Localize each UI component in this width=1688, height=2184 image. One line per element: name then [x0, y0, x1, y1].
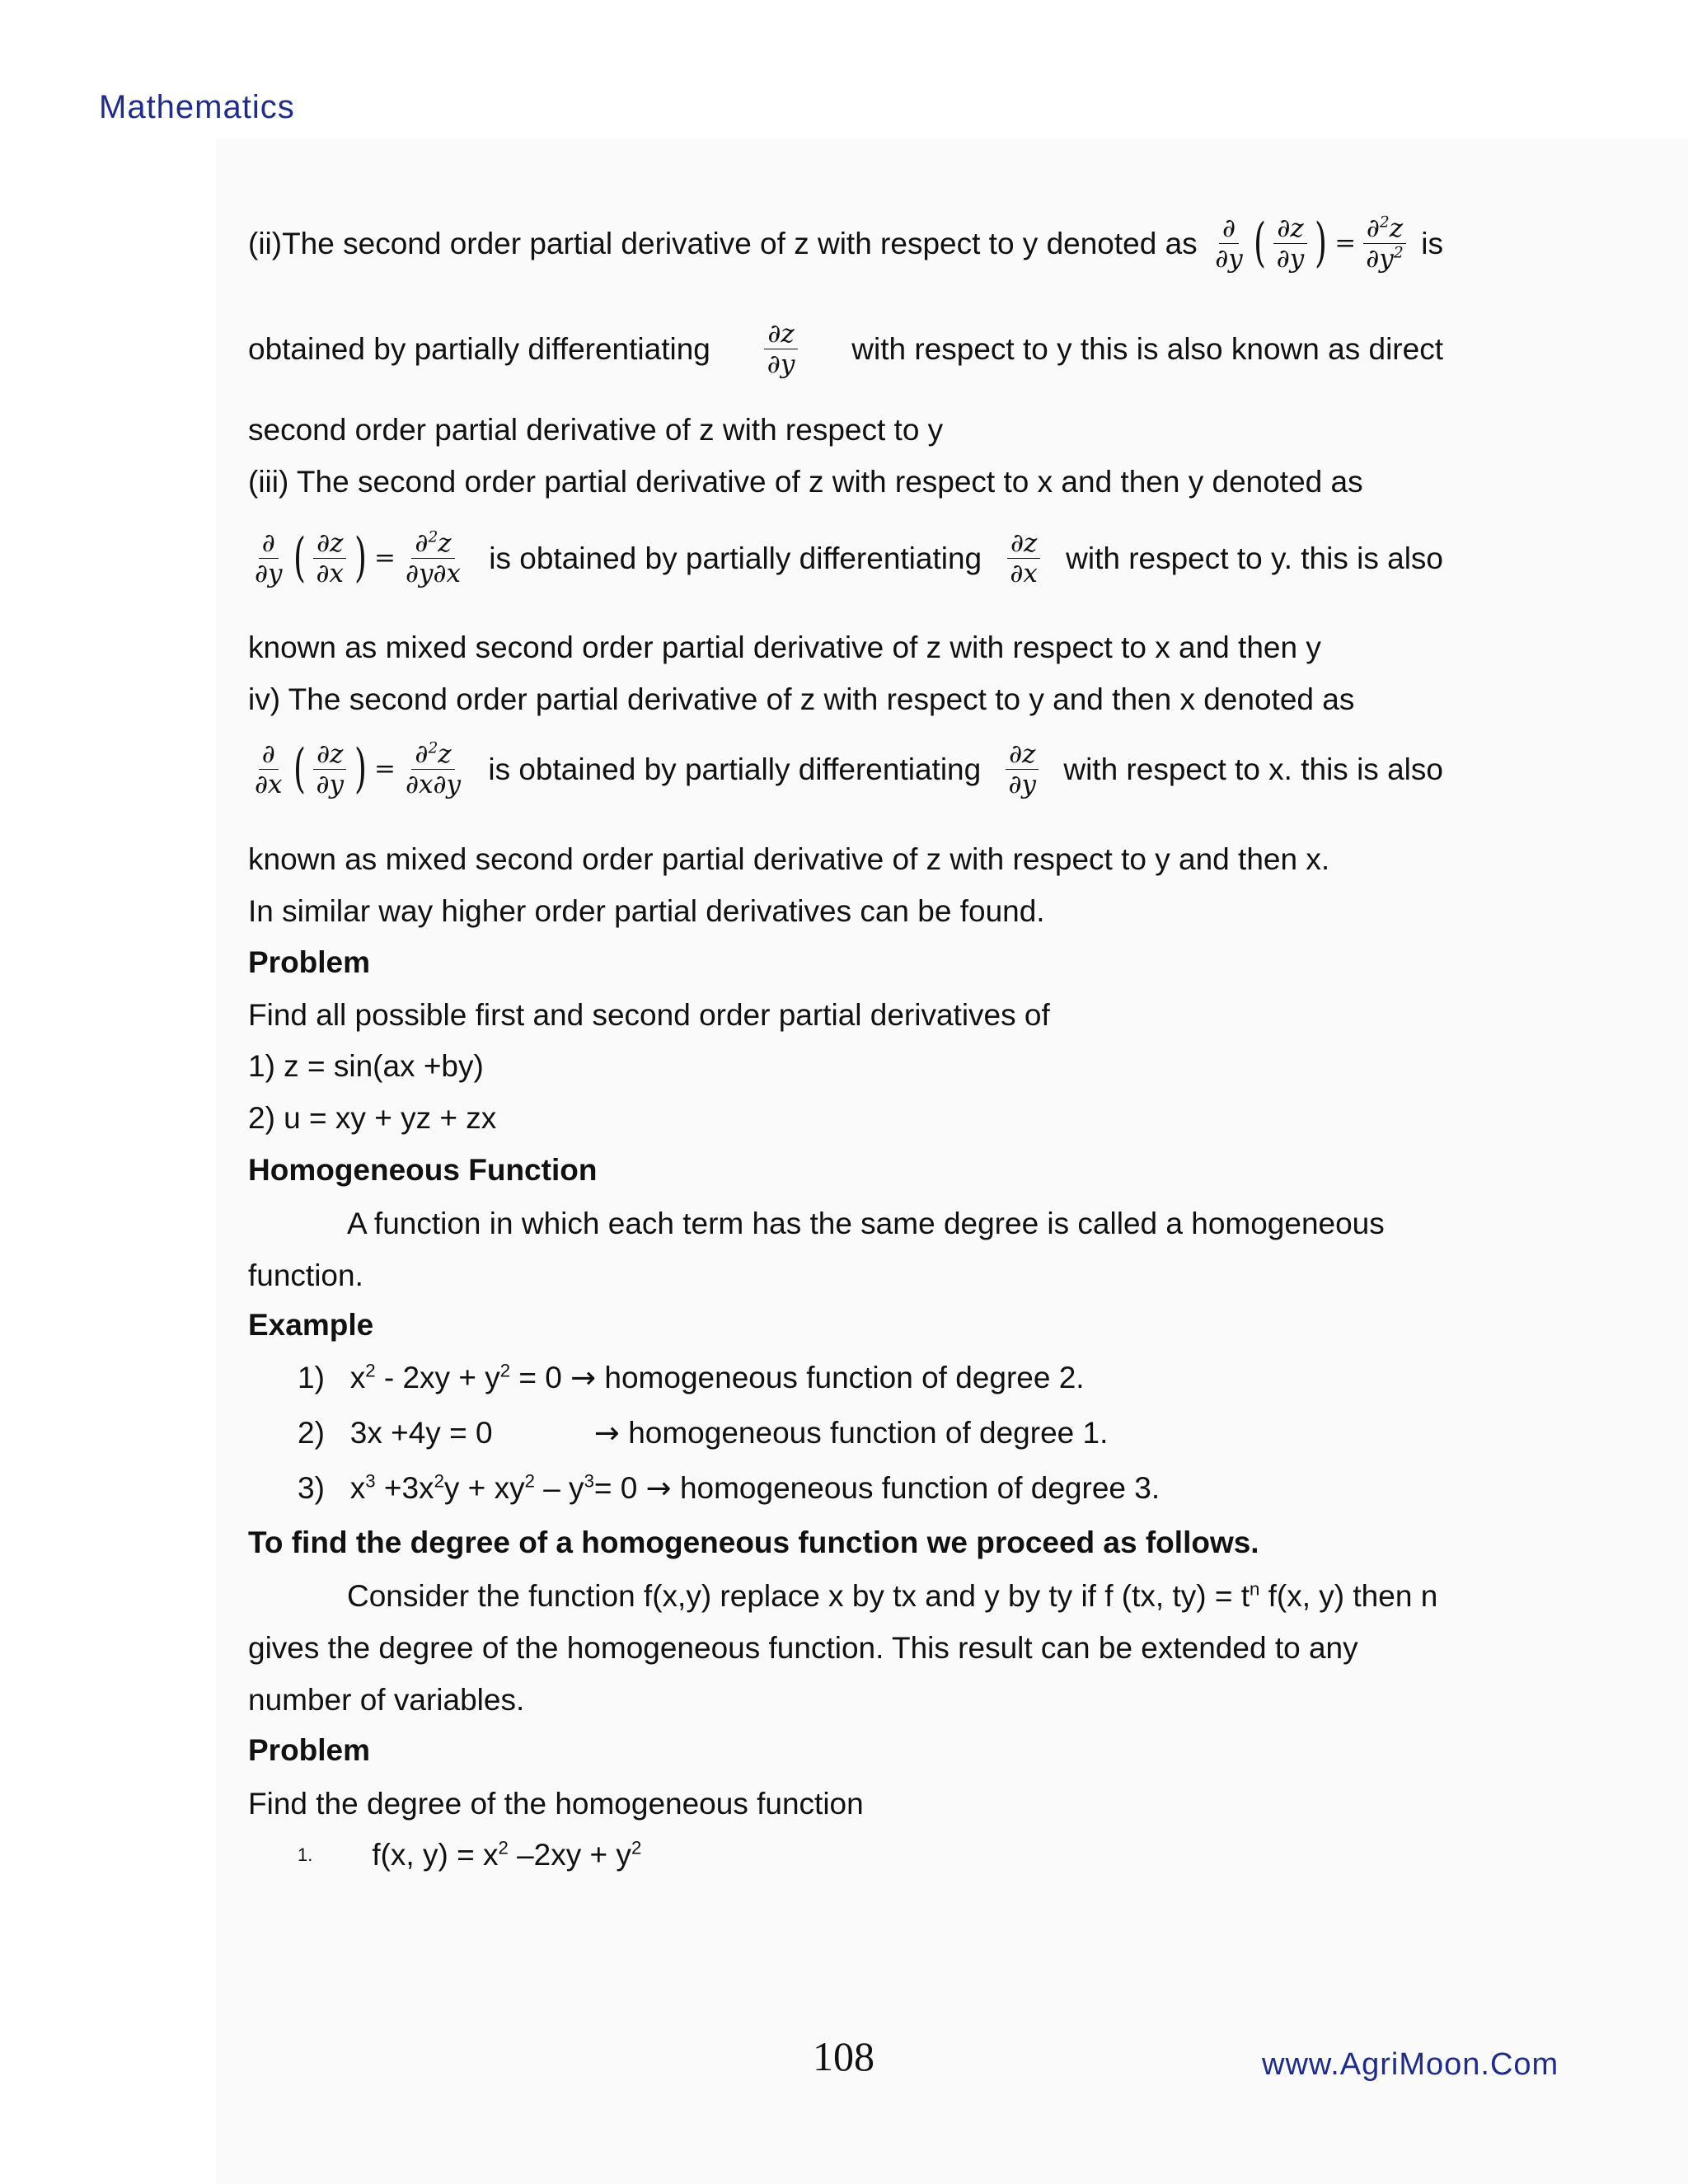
formula-d2z-dy2: $\frac{\partial}{\partial y}$ ( $\frac{\partial z}{\partial y}$ ) = $\frac{\partial^2z}{\partial y^2}$ — [1208, 213, 1409, 274]
page-number: 108 — [813, 2033, 874, 2079]
problem-2-item-1: $^{1.}$ f(x, $y) = x^2$ $-2xy + y^2$ — [298, 1837, 642, 1872]
page-header-title: Mathematics — [99, 89, 295, 125]
degree-line-1: Consider the function f(x,y) replace x by tx and y by ty if f (tx, $ty) = t^n$ f(x, y) then n — [347, 1578, 1438, 1613]
para-iii-line-2: $\frac{\partial}{\partial y}$ ( $\frac{\partial z}{\partial x}$ ) = $\frac{\partial^2z}{\partial y\partial x}$ is obtained by partially differentiating $\frac{\partial z}{\partial x}$ with respect to y. this is also — [248, 522, 1443, 594]
problem-2-equation: f(x, $y) = x^2$ $-2xy + y^2$ — [372, 1837, 642, 1872]
problem-1-item-2: 2) u = xy + yz + zx — [248, 1101, 497, 1135]
example-2-equation: 3x +4y = 0 → — [349, 1415, 620, 1451]
para-iv-line-3: known as mixed second order partial derivative of z with respect to y and then x. — [248, 842, 1330, 876]
formula-dz-dx: $\frac{\partial z}{\partial x}$ — [1003, 528, 1044, 588]
formula-d2z-dydx: $\frac{\partial}{\partial y}$ ( $\frac{\partial z}{\partial x}$ ) = $\frac{\partial^2z}{\partial y\partial x}$ — [255, 527, 462, 588]
problem-heading-2: Problem — [248, 1733, 371, 1767]
homogeneous-heading: Homogeneous Function — [248, 1153, 598, 1187]
example-1-equation: $x^2 - 2xy + y^2 = 0$ → — [349, 1360, 597, 1395]
para-iii-line-1: (iii) The second order partial derivative of z with respect to x and then y denoted as — [248, 465, 1363, 499]
para-iii-line-3: known as mixed second order partial derivative of z with respect to x and then y — [248, 630, 1321, 664]
formula-d2z-dxdy: $\frac{\partial}{\partial x}$ ( $\frac{\partial z}{\partial y}$ ) = $\frac{\partial^2z}{\partial x\partial y}$ — [255, 738, 462, 799]
homogeneous-def-line-1: A function in which each term has the same degree is called a homogeneous — [347, 1207, 1385, 1240]
para-ii-line-1: (ii)The second order partial derivative of z with respect to y denoted as $\frac{\partial}{\partial y}$ ( $\frac{\partial z}{\partial y}$ ) = $\frac{\partial^2z}{\partial y^2}$ is — [248, 213, 1443, 274]
example-item-1: 1) $x^2 - 2xy + y^2 = 0$ → homogeneous function of degree 2. — [298, 1360, 1085, 1395]
degree-line-2: gives the degree of the homogeneous function. This result can be extended to any — [248, 1631, 1358, 1665]
example-item-3: 3) $x^3 +3x^2y + xy^2 - y^3= 0$ → homogeneous function of degree 3. — [298, 1470, 1160, 1506]
formula-dz-dy: $\frac{\partial z}{\partial y}$ — [761, 319, 802, 379]
para-iv-line-2: $\frac{\partial}{\partial x}$ ( $\frac{\partial z}{\partial y}$ ) = $\frac{\partial^2z}{\partial x\partial y}$ is obtained by partially differentiating $\frac{\partial z}{\partial y}$ with respect to x. this is also — [248, 733, 1443, 805]
problem-2-intro: Find the degree of the homogeneous function — [248, 1787, 864, 1821]
example-item-2: 2) 3x +4y = 0 → homogeneous function of degree 1. — [298, 1415, 1109, 1451]
footer-website: www.AgriMoon.Com — [1262, 2047, 1559, 2082]
para-ii-line-3: second order partial derivative of z with respect to y — [248, 413, 944, 447]
problem-heading-1: Problem — [248, 945, 371, 979]
formula-dz-dy-2: $\frac{\partial z}{\partial y}$ — [1002, 739, 1043, 799]
example-heading: Example — [248, 1308, 374, 1342]
para-iv-line-1: iv) The second order partial derivative of z with respect to y and then x denoted as — [248, 682, 1355, 716]
homogeneous-def-line-2: function. — [248, 1258, 363, 1292]
problem-1-item-1: 1) z = sin(ax +by) — [248, 1049, 484, 1083]
example-3-equation: $x^3 +3x^2y + xy^2 - y^3= 0$ → — [349, 1470, 672, 1506]
para-ii-line-2: obtained by partially differentiating $\frac{\partial z}{\partial y}$ with respect to y this is also known as direct — [248, 318, 1443, 379]
degree-heading: To find the degree of a homogeneous function we proceed as follows. — [248, 1526, 1259, 1559]
para-iv-line-4: In similar way higher order partial derivatives can be found. — [248, 894, 1045, 928]
problem-1-intro: Find all possible first and second order partial derivatives of — [248, 998, 1050, 1032]
degree-line-3: number of variables. — [248, 1683, 525, 1717]
